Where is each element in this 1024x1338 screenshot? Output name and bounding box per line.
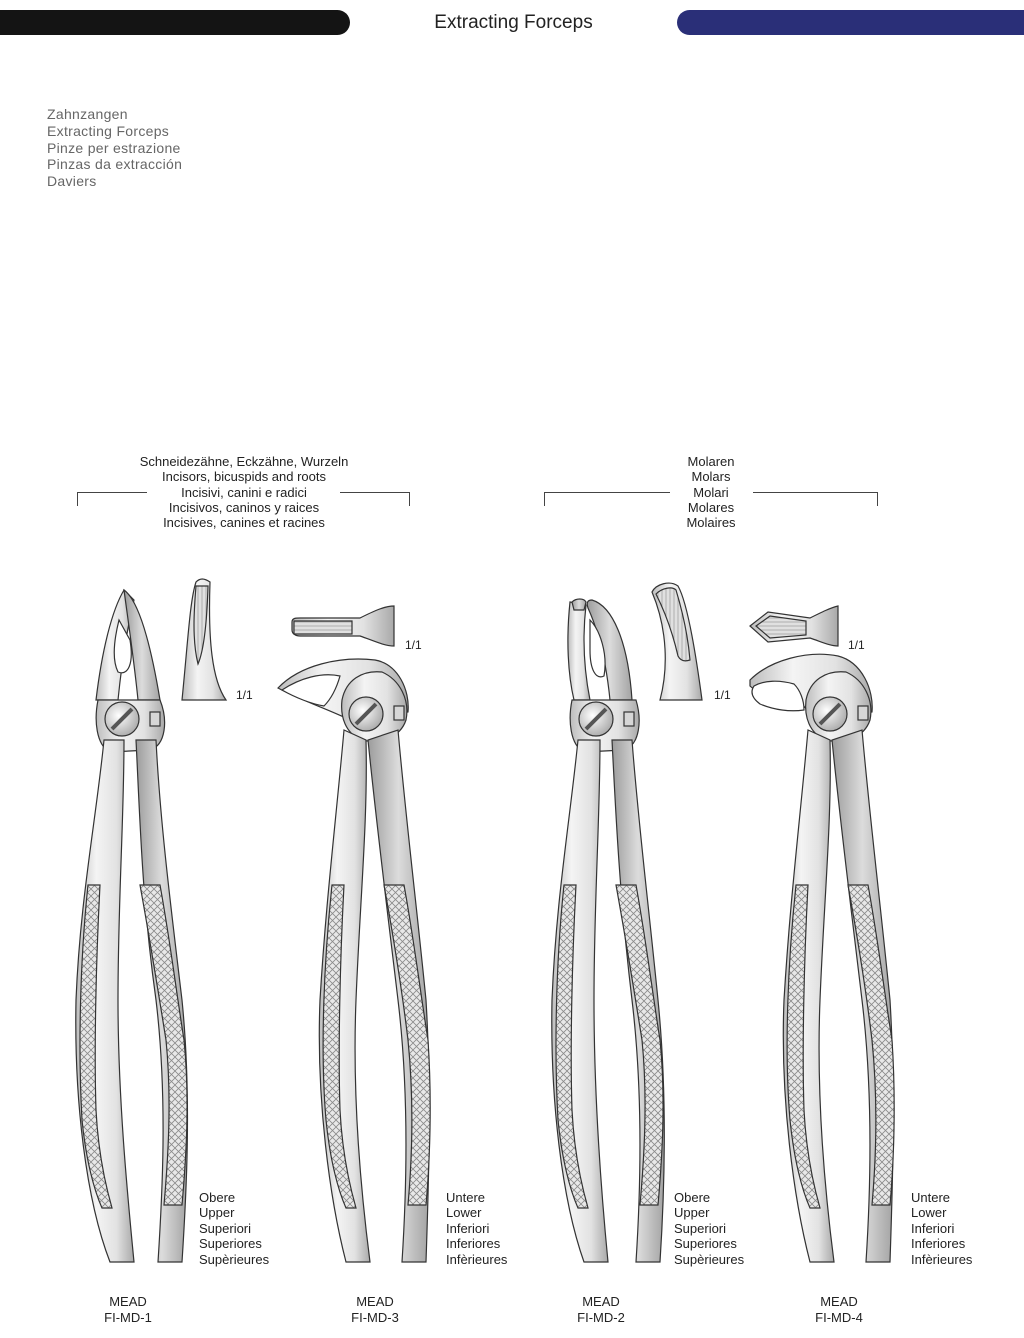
jaw-line: Infèrieures — [911, 1251, 973, 1267]
group-label-line: Molaires — [686, 515, 736, 531]
jaw-detail-fi-md-4 — [750, 606, 838, 646]
language-item: Pinze per estrazione — [47, 139, 181, 156]
jaw-line: Untere — [446, 1190, 486, 1205]
jaw-line: Upper — [199, 1205, 235, 1221]
forceps-fi-md-1 — [76, 590, 188, 1262]
jaw-line: Inferiori — [911, 1220, 955, 1236]
model-label-fi-md-1 — [68, 1294, 188, 1325]
jaw-detail-fi-md-3 — [292, 606, 394, 646]
jaw-line: Inferiori — [446, 1220, 490, 1236]
language-item: Extracting Forceps — [47, 122, 170, 139]
model-label-fi-md-3 — [315, 1294, 435, 1325]
model-code: FI-MD-3 — [351, 1309, 399, 1325]
jaw-line: Inferiores — [911, 1236, 966, 1252]
group-label-line: Molari — [693, 484, 729, 500]
jaw-line: Superiores — [199, 1236, 262, 1252]
group-label-line: Molars — [691, 469, 731, 485]
model-name: MEAD — [109, 1294, 147, 1309]
group-label-line: Schneidezähne, Eckzähne, Wurzeln — [139, 454, 349, 469]
jaw-line: Superiores — [674, 1236, 737, 1252]
jaw-detail-fi-md-2 — [652, 583, 702, 700]
group-label-line: Incisivos, caninos y raices — [168, 499, 320, 515]
jaw-line: Lower — [446, 1205, 482, 1221]
group-label-line: Molares — [687, 499, 735, 515]
jaw-description-fi-md-1 — [199, 1190, 269, 1267]
group-label-line: Incisors, bicuspids and roots — [161, 469, 327, 485]
scale-label: 1/1 — [236, 688, 253, 702]
model-code: FI-MD-4 — [815, 1309, 863, 1325]
page-title: Extracting Forceps — [434, 12, 593, 33]
forceps-fi-md-3 — [278, 659, 430, 1262]
jaw-line: Untere — [911, 1190, 951, 1205]
jaw-description-fi-md-3 — [446, 1190, 507, 1267]
model-name: MEAD — [820, 1294, 858, 1309]
jaw-description-fi-md-2 — [674, 1190, 744, 1267]
scale-label: 1/1 — [714, 688, 731, 702]
jaw-line: Superiori — [199, 1220, 252, 1236]
jaw-line: Superiori — [674, 1220, 727, 1236]
scale-label: 1/1 — [848, 638, 865, 652]
forceps-fi-md-2 — [552, 599, 664, 1262]
jaw-detail-fi-md-1 — [182, 579, 226, 700]
model-name: MEAD — [582, 1294, 620, 1309]
jaw-line: Supèrieures — [199, 1251, 270, 1267]
language-item: Zahnzangen — [47, 106, 128, 122]
group-label-line: Incisivi, canini e radici — [181, 484, 307, 500]
model-code: FI-MD-1 — [104, 1309, 152, 1325]
jaw-line: Supèrieures — [674, 1251, 745, 1267]
model-label-fi-md-2 — [541, 1294, 661, 1325]
scale-label: 1/1 — [405, 638, 422, 652]
language-item: Pinzas da extracción — [47, 156, 183, 173]
language-item: Daviers — [47, 173, 97, 190]
group-label-line: Molaren — [687, 454, 735, 469]
jaw-line: Lower — [911, 1205, 947, 1221]
forceps-fi-md-4 — [750, 654, 894, 1262]
jaw-line: Infèrieures — [446, 1251, 508, 1267]
jaw-line: Obere — [674, 1190, 711, 1205]
model-label-fi-md-4 — [779, 1294, 899, 1325]
jaw-description-fi-md-4 — [911, 1190, 972, 1267]
jaw-line: Inferiores — [446, 1236, 501, 1252]
model-code: FI-MD-2 — [577, 1309, 625, 1325]
model-name: MEAD — [356, 1294, 394, 1309]
jaw-line: Obere — [199, 1190, 236, 1205]
jaw-line: Upper — [674, 1205, 710, 1221]
group-label-line: Incisives, canines et racines — [163, 515, 325, 531]
